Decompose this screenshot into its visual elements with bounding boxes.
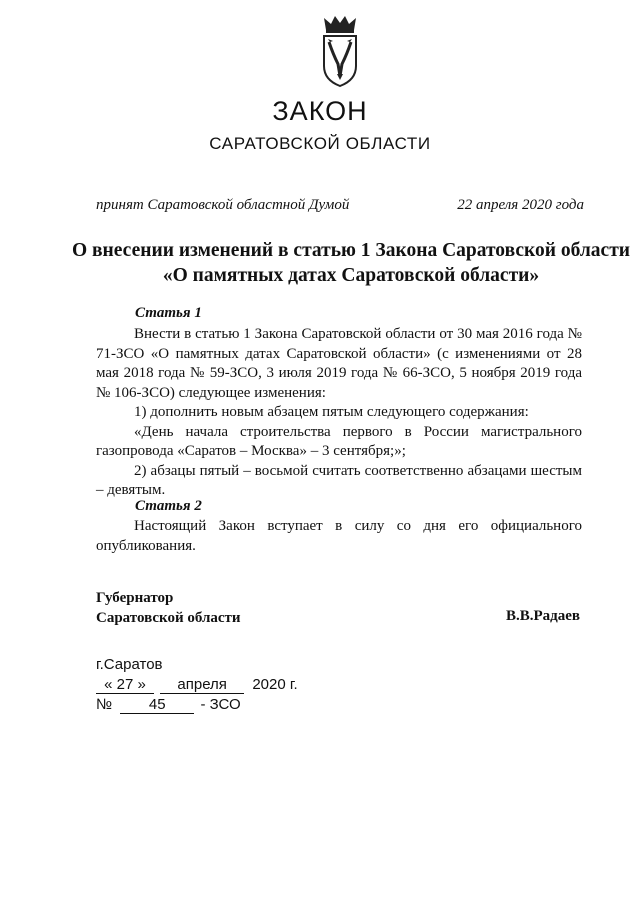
registration-number: 45 [120, 697, 194, 714]
coat-of-arms-icon [316, 14, 364, 88]
registration-day-field [96, 677, 154, 694]
signatory-name: В.В.Радаев [505, 608, 580, 624]
registration-block [96, 655, 298, 715]
registration-date-line [96, 675, 298, 695]
registration-number-suffix: - ЗСО [200, 696, 241, 713]
registration-year: 2020 г. [252, 676, 298, 693]
article-2-title: Статья 2 [135, 498, 202, 514]
article-2-paragraph: Настоящий Закон вступает в силу со дня его официального опубликования. [96, 518, 582, 554]
article-1-paragraph: «День начала строительства первого в России магистрального газопровода «Саратов – Москва» – 3 сентября;»; [96, 423, 582, 459]
adopted-by-text: принят Саратовской областной Думой [96, 197, 350, 213]
open-quote: « [104, 676, 113, 693]
law-title: ЗАКОН [272, 96, 368, 126]
registration-day: 27 [116, 676, 134, 693]
article-1-title: Статья 1 [135, 305, 202, 321]
registration-city: г.Саратов [96, 656, 163, 673]
signatory-position-line-1: Губернатор [96, 590, 174, 606]
article-1-body [96, 325, 582, 501]
signatory-position [96, 588, 241, 628]
close-quote: » [137, 676, 146, 693]
article-1-paragraph: 1) дополнить новым абзацем пятым следующего содержания: [134, 404, 529, 420]
article-1-paragraph: Внести в статью 1 Закона Саратовской области от 30 мая 2016 года № 71-ЗСО «О памятных датах Саратовской области» (с изменениями от 28 мая 2018 года № 59-ЗСО, 3 июля 2019 года № 66-ЗСО, 5 ноября 2019 года № 106-ЗСО) следующее изменения: [96, 326, 582, 401]
document-heading: О внесении изменений в статью 1 Закона Саратовской области «О памятных датах Саратовской области» [71, 240, 631, 286]
article-2-body [96, 517, 582, 556]
number-sign: № [96, 696, 113, 713]
article-1-paragraph: 2) абзацы пятый – восьмой считать соответственно абзацами шестым – девятым. [96, 462, 582, 498]
region-subtitle: САРАТОВСКОЙ ОБЛАСТИ [209, 134, 431, 153]
registration-number-line [96, 695, 298, 715]
registration-month: апреля [160, 677, 244, 694]
adopted-date-text: 22 апреля 2020 года [457, 197, 584, 213]
signatory-position-line-2: Саратовской области [96, 610, 241, 626]
